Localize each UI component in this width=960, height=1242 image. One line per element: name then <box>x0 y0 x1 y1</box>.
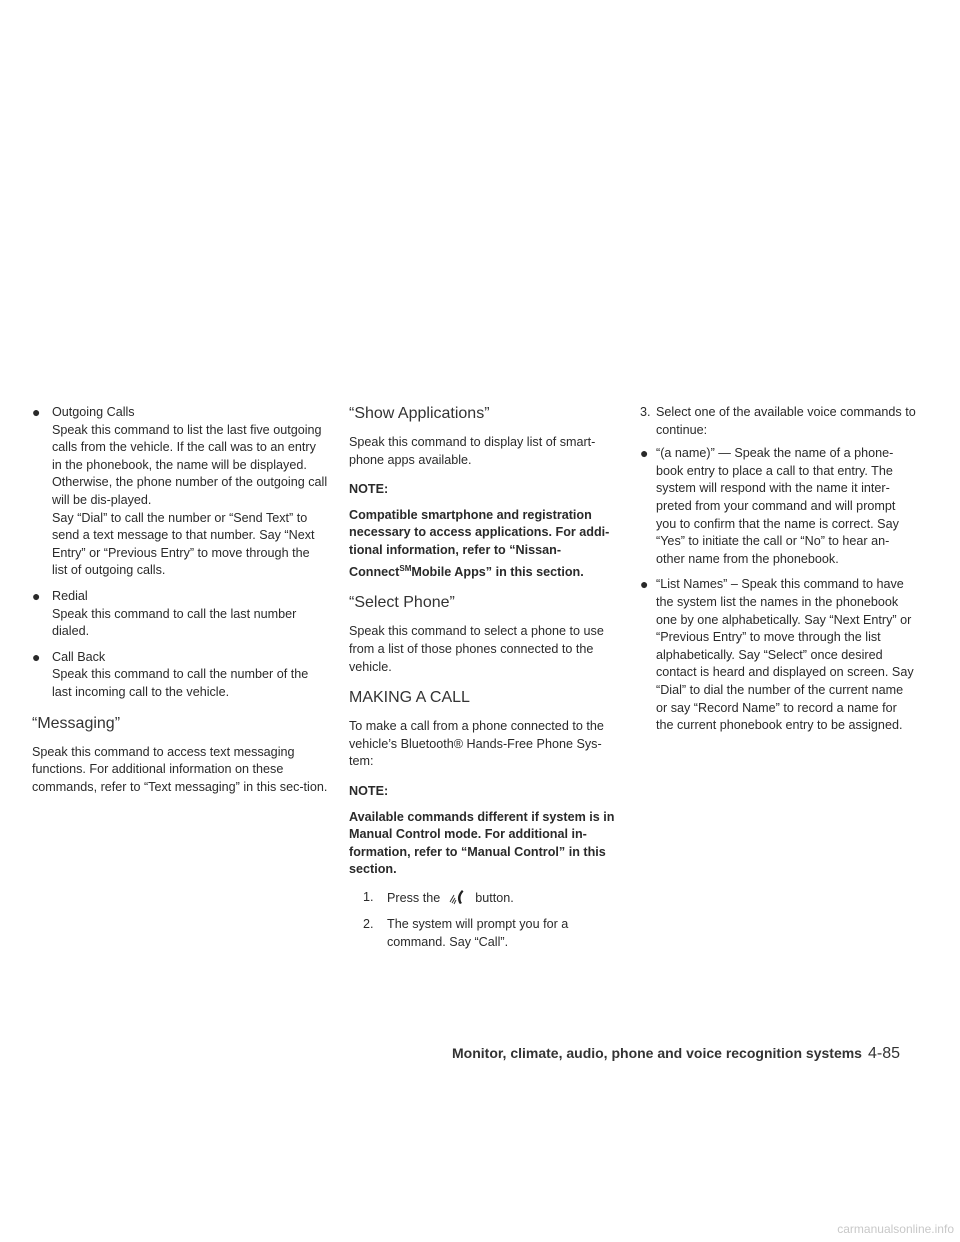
messaging-text: Speak this command to access text messaging functions. For additional information on these commands, refer to “Text messaging” in this sec-tion. <box>32 744 328 794</box>
list-item <box>32 588 328 641</box>
item-text-extra: Say “Dial” to call the number or “Send Text” to send a text message to that number. Say “Next Entry” or “Previous Entry” to move through the list of outgoing calls. <box>52 510 315 578</box>
column-middle <box>349 404 621 958</box>
item-text: Speak this command to call the number of the last incoming call to the vehicle. <box>52 667 309 699</box>
bullet-dot: ● <box>32 587 41 604</box>
list-item <box>32 404 328 580</box>
show-applications-heading: “Show Applications” <box>349 405 490 422</box>
select-phone-text: Speak this command to select a phone to use from a list of those phones connected to the vehicle. <box>349 624 604 674</box>
step-3-text: Select one of the available voice commands to continue: <box>656 405 916 437</box>
step-2 <box>349 916 621 951</box>
making-a-call-text: To make a call from a phone connected to the vehicle’s Bluetooth® Hands-Free Phone Sys-tem: <box>349 719 604 769</box>
apps-note <box>349 507 621 582</box>
step-2-text: The system will prompt you for a command. Say “Call”. <box>387 917 569 950</box>
watermark: carmanualsonline.info <box>837 1222 954 1236</box>
apps-note-part-a: Compatible smartphone and registration necessary to access applications. For addi-tional information, refer to “Nissan-Connect <box>349 507 610 579</box>
note-label: NOTE: <box>349 783 389 798</box>
step-1-text-b: button. <box>475 890 514 905</box>
item-title: Call Back <box>52 649 106 664</box>
column-left <box>32 404 328 806</box>
page-number: 4-85 <box>867 1045 900 1062</box>
item-text: “List Names” – Speak this command to have the system list the names in the phonebook one by one alphabetically. Say “Next Entry” or “Previous Entry” to move through the list alphabetically. Say “Select” once desired contact is heard and displayed on screen. Say “Dial” to dial the number of the current name or say “Record Name” to record a name for the current phonebook entry to be assigned. <box>656 577 914 733</box>
show-applications-text: Speak this command to display list of smart-phone apps available. <box>349 435 596 467</box>
bullet-dot: ● <box>640 576 649 593</box>
bullet-dot: ● <box>32 404 41 420</box>
list-item <box>32 649 328 702</box>
list-item <box>640 576 916 734</box>
column-right <box>640 404 916 743</box>
list-item <box>640 445 916 568</box>
step-number: 2. <box>363 917 374 932</box>
step-number: 1. <box>363 889 374 904</box>
footer-section-title: Monitor, climate, audio, phone and voice recognition systems <box>452 1045 862 1061</box>
step-3 <box>640 404 916 439</box>
step-1-text-a: Press the <box>387 890 441 905</box>
step-number: 3. <box>640 405 651 419</box>
bullet-dot: ● <box>32 648 41 665</box>
bullet-dot: ● <box>640 445 649 462</box>
making-a-call-heading: MAKING A CALL <box>349 689 470 707</box>
item-text: “(a name)” — Speak the name of a phone-book entry to place a call to that entry. The system will respond with the name it inter-preted from your command and will prompt you to confirm that the name is correct. Say “Yes” to initiate the call or “No” to hear an-other name from the phonebook. <box>656 446 899 566</box>
voice-talk-icon <box>448 889 468 911</box>
manual-control-note: Available commands different if system is in Manual Control mode. For additional in-formation, refer to “Manual Control” in this section. <box>349 809 615 877</box>
item-text: Speak this command to list the last five outgoing calls from the vehicle. If the call was to an entry in the phonebook, the name will be displayed. Otherwise, the phone number of the outgoing call will be dis-played. <box>52 422 328 507</box>
messaging-heading: “Messaging” <box>32 714 121 732</box>
apps-note-part-b: Mobile Apps” in this section. <box>411 564 584 579</box>
select-phone-heading: “Select Phone” <box>349 594 455 612</box>
item-title: Outgoing Calls <box>52 405 135 419</box>
page-footer <box>452 1044 900 1063</box>
step-1 <box>349 889 621 911</box>
service-mark: SM <box>399 563 412 573</box>
item-text: Speak this command to call the last number dialed. <box>52 606 297 639</box>
note-label: NOTE: <box>349 482 389 497</box>
item-title: Redial <box>52 588 88 603</box>
